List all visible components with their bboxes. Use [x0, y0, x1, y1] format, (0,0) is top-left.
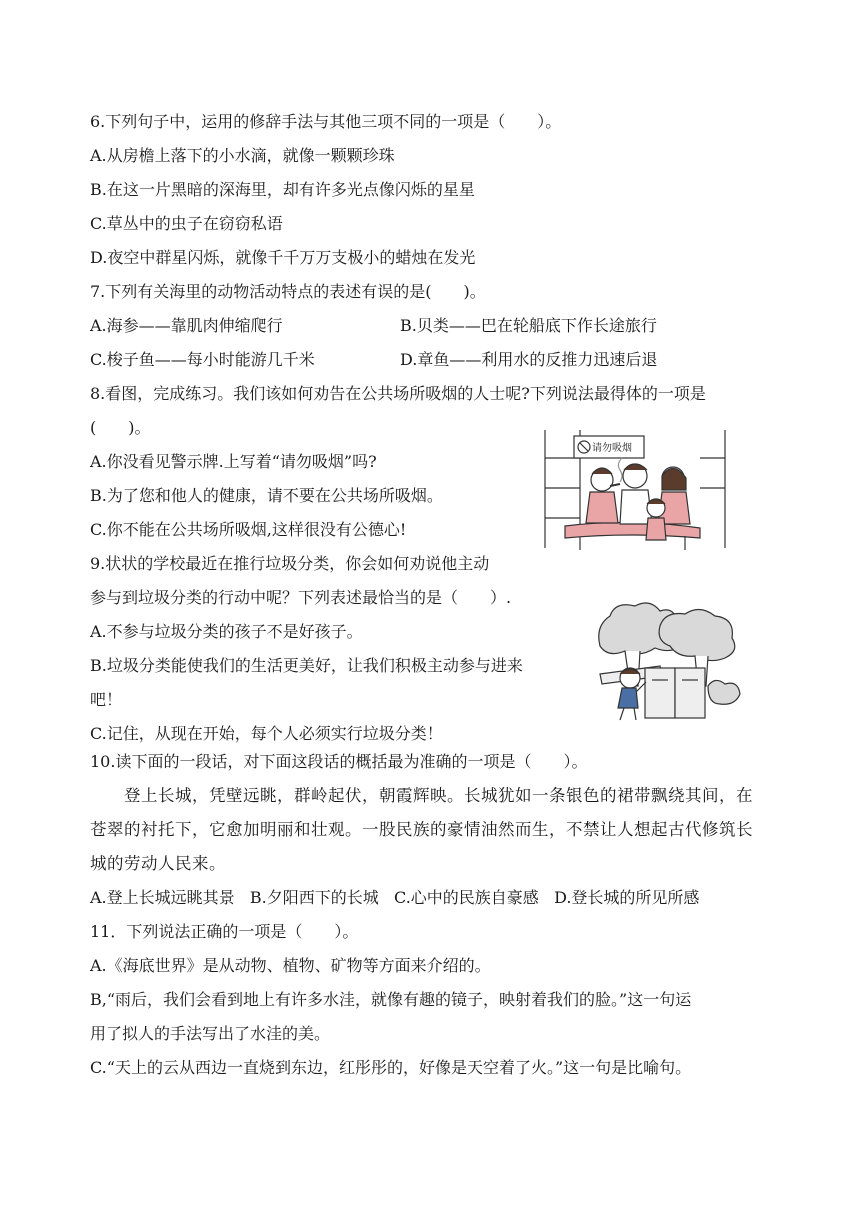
q6-option-c: C.草丛中的虫子在窃窃私语 — [90, 214, 283, 233]
no-smoking-sign-text: 请勿吸烟 — [592, 443, 632, 454]
q11-option-c: C.“天上的云从西边一直烧到东边，红彤彤的，好像是天空着了火。”这一句是比喻句。 — [90, 1058, 692, 1077]
q10-option-b: B.夕阳西下的长城 — [249, 888, 379, 907]
smoking-people-illustration — [540, 428, 730, 556]
q8-option-c: C.你不能在公共场所吸烟,这样很没有公德心! — [90, 520, 407, 539]
q9-option-b-line2: 吧！ — [90, 690, 123, 709]
q10-stem: 10.读下面的一段话，对下面这段话的概括最为准确的一项是（ ）。 — [90, 752, 588, 771]
q10-option-c: C.心中的民族自豪感 — [394, 888, 539, 907]
q6-option-a: A.从房檐上落下的小水滴，就像一颗颗珍珠 — [90, 146, 395, 165]
q10-option-a: A.登上长城远眺其景 — [90, 888, 235, 907]
q7-option-b: B.贝类——巴在轮船底下作长途旅行 — [400, 316, 657, 335]
q11-stem: 11．下列说法正确的一项是（ ）。 — [90, 922, 359, 941]
q11-option-b-line1: B,“雨后，我们会看到地上有许多水洼，就像有趣的镜子，映射着我们的脸。”这一句运 — [90, 990, 692, 1009]
q10-passage-line2: 苍翠的衬托下，它愈加明丽和壮观。一股民族的豪情油然而生，不禁让人想起古代修筑长 — [90, 820, 753, 839]
q8-stem-line2: ( )。 — [90, 418, 151, 437]
q10-option-d: D.登长城的所见所感 — [554, 888, 700, 907]
q9-stem-line1: 9.状状的学校最近在推行垃圾分类，你会如何劝说他主动 — [90, 554, 490, 573]
garbage-sorting-illustration — [590, 596, 750, 726]
q6-option-d: D.夜空中群星闪烁，就像千千万万支极小的蜡烛在发光 — [90, 248, 476, 267]
q9-option-b-line1: B.垃圾分类能使我们的生活更美好，让我们积极主动参与进来 — [90, 656, 523, 675]
q8-stem-line1: 8.看图，完成练习。我们该如何劝告在公共场所吸烟的人士呢?下列说法最得体的一项是 — [90, 384, 706, 403]
q7-option-c: C.梭子鱼——每小时能游几千米 — [90, 350, 315, 369]
q8-option-b: B.为了您和他人的健康，请不要在公共场所吸烟。 — [90, 486, 443, 505]
q8-option-a: A.你没看见警示牌.上写着“请勿吸烟”吗? — [90, 452, 377, 471]
q9-stem-line2: 参与到垃圾分类的行动中呢？下列表述最恰当的是（ ）. — [90, 588, 512, 607]
q11-option-a: A.《海底世界》是从动物、植物、矿物等方面来介绍的。 — [90, 956, 491, 975]
q7-option-d: D.章鱼——利用水的反推力迅速后退 — [400, 350, 658, 369]
q9-option-a: A.不参与垃圾分类的孩子不是好孩子。 — [90, 622, 363, 641]
q10-passage-line1: 登上长城，凭壁远眺，群岭起伏，朝霞辉映。长城犹如一条银色的裙带飘绕其间，在 — [90, 786, 753, 805]
q10-passage-line3: 城的劳动人民来。 — [90, 854, 226, 873]
q7-option-a: A.海参——靠肌肉伸缩爬行 — [90, 316, 283, 335]
q7-stem: 7.下列有关海里的动物活动特点的表述有误的是( )。 — [90, 282, 486, 301]
q11-option-b-line2: 用了拟人的手法写出了水洼的美。 — [90, 1024, 331, 1043]
q10-options — [90, 888, 699, 908]
q9-option-c: C.记住，从现在开始，每个人必须实行垃圾分类！ — [90, 724, 443, 743]
q6-option-b: B.在这一片黑暗的深海里，却有许多光点像闪烁的星星 — [90, 180, 475, 199]
q6-stem: 6.下列句子中，运用的修辞手法与其他三项不同的一项是（ ）。 — [90, 112, 562, 131]
